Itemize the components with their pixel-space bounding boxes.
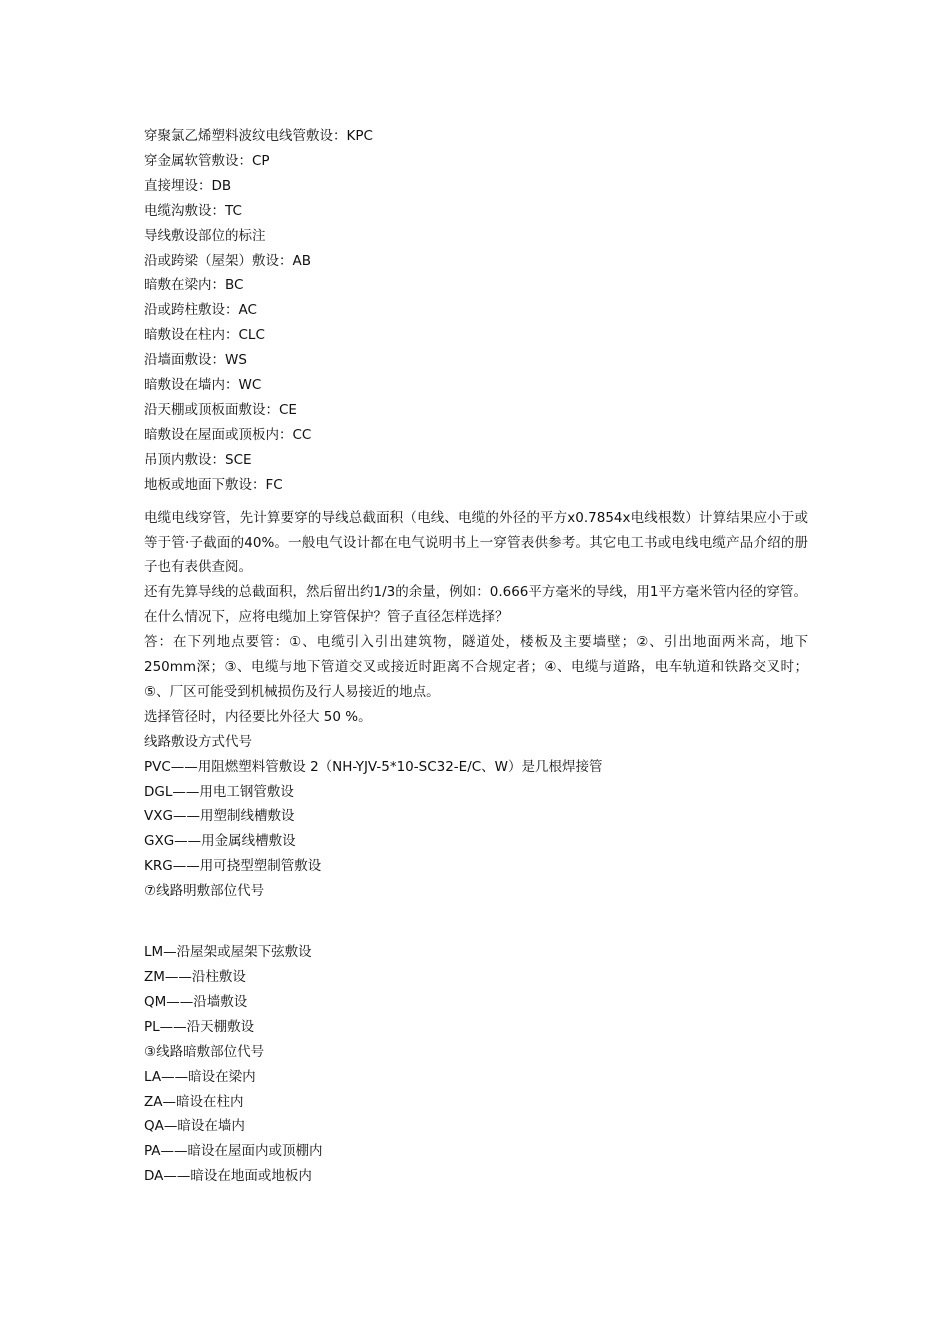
location-codes-section (144, 940, 808, 1189)
question-text: 在什么情况下，应将电缆加上穿管保护？管子直径怎样选择？ (144, 609, 509, 626)
list-item: 沿天棚或顶板面敷设：CE (144, 401, 297, 418)
answer-text: 答：在下列地点要管：①、电缆引入引出建筑物，隧道处，楼板及主要墙壁；②、引出地面两米高，地下250mm深；③、电缆与地下管道交叉或接近时距离不合规定者；④、电缆与道路，电车轨道和铁路交叉时；⑤、厂区可能受到机械损伤及行人易接近的地点。 (144, 634, 808, 700)
list-item: LM—沿屋架或屋架下弦敷设 (144, 944, 312, 961)
list-item: 暗敷设在墙内：WC (144, 377, 262, 394)
spacer (144, 904, 808, 940)
list-item: ZM——沿柱敷设 (144, 969, 246, 985)
list-item: LA——暗设在梁内 (144, 1068, 256, 1085)
list-item: 直接埋设：DB (144, 177, 232, 194)
list-item: GXG——用金属线槽敷设 (144, 833, 296, 850)
spacer (144, 498, 808, 506)
document-body (144, 124, 808, 1189)
list-item: 穿金属软管敷设：CP (144, 152, 270, 169)
list-item: PL——沿天棚敷设 (144, 1018, 255, 1035)
list-item: 沿或跨柱敷设：AC (144, 302, 257, 319)
list-item: 暗敷设在屋面或顶板内：CC (144, 426, 312, 443)
list-item: PVC——用阻燃塑料管敷设 2（NH-YJV-5*10-SC32-E/C、W）是几根焊接管 (144, 758, 603, 775)
list-item: DGL——用电工钢管敷设 (144, 783, 294, 800)
list-item: 暗敷设在柱内：CLC (144, 327, 265, 344)
conduit-section (144, 506, 808, 905)
section-heading: 线路敷设方式代号 (144, 733, 252, 750)
paragraph: 还有先算导线的总截面积，然后留出约1/3的余量，例如：0.666平方毫米的导线，用1平方毫米管内径的穿管。 (144, 584, 807, 601)
list-item: 地板或地面下敷设：FC (144, 476, 283, 493)
list-item: 暗敷在梁内：BC (144, 277, 244, 294)
section-heading: ⑦线路明敷部位代号 (144, 883, 265, 900)
paragraph: 电缆电线穿管，先计算要穿的导线总截面积（电线、电缆的外径的平方x0.7854x电线根数）计算结果应小于或等于管·子截面的40%。一般电气设计都在电气说明书上一穿管表供参考。其它电工书或电线电缆产品介绍的册子也有表供查阅。 (144, 509, 808, 576)
list-item: 吊顶内敷设：SCE (144, 451, 252, 468)
laying-codes-list (144, 124, 808, 498)
paragraph: 选择管径时，内径要比外径大 50 %。 (144, 708, 372, 725)
list-item: VXG——用塑制线槽敷设 (144, 808, 295, 825)
list-item: 电缆沟敷设：TC (144, 202, 242, 219)
list-item: PA——暗设在屋面内或顶棚内 (144, 1143, 323, 1160)
list-item: ZA—暗设在柱内 (144, 1093, 244, 1110)
section-heading: 导线敷设部位的标注 (144, 227, 266, 244)
list-item: DA——暗设在地面或地板内 (144, 1168, 312, 1185)
list-item: QA—暗设在墙内 (144, 1118, 245, 1135)
section-heading: ③线路暗敷部位代号 (144, 1043, 265, 1060)
list-item: QM——沿墙敷设 (144, 993, 248, 1010)
list-item: 沿或跨梁（屋架）敷设：AB (144, 252, 311, 269)
list-item: KRG——用可挠型塑制管敷设 (144, 858, 322, 875)
list-item: 沿墙面敷设：WS (144, 352, 247, 369)
list-item: 穿聚氯乙烯塑料波纹电线管敷设：KPC (144, 128, 373, 144)
